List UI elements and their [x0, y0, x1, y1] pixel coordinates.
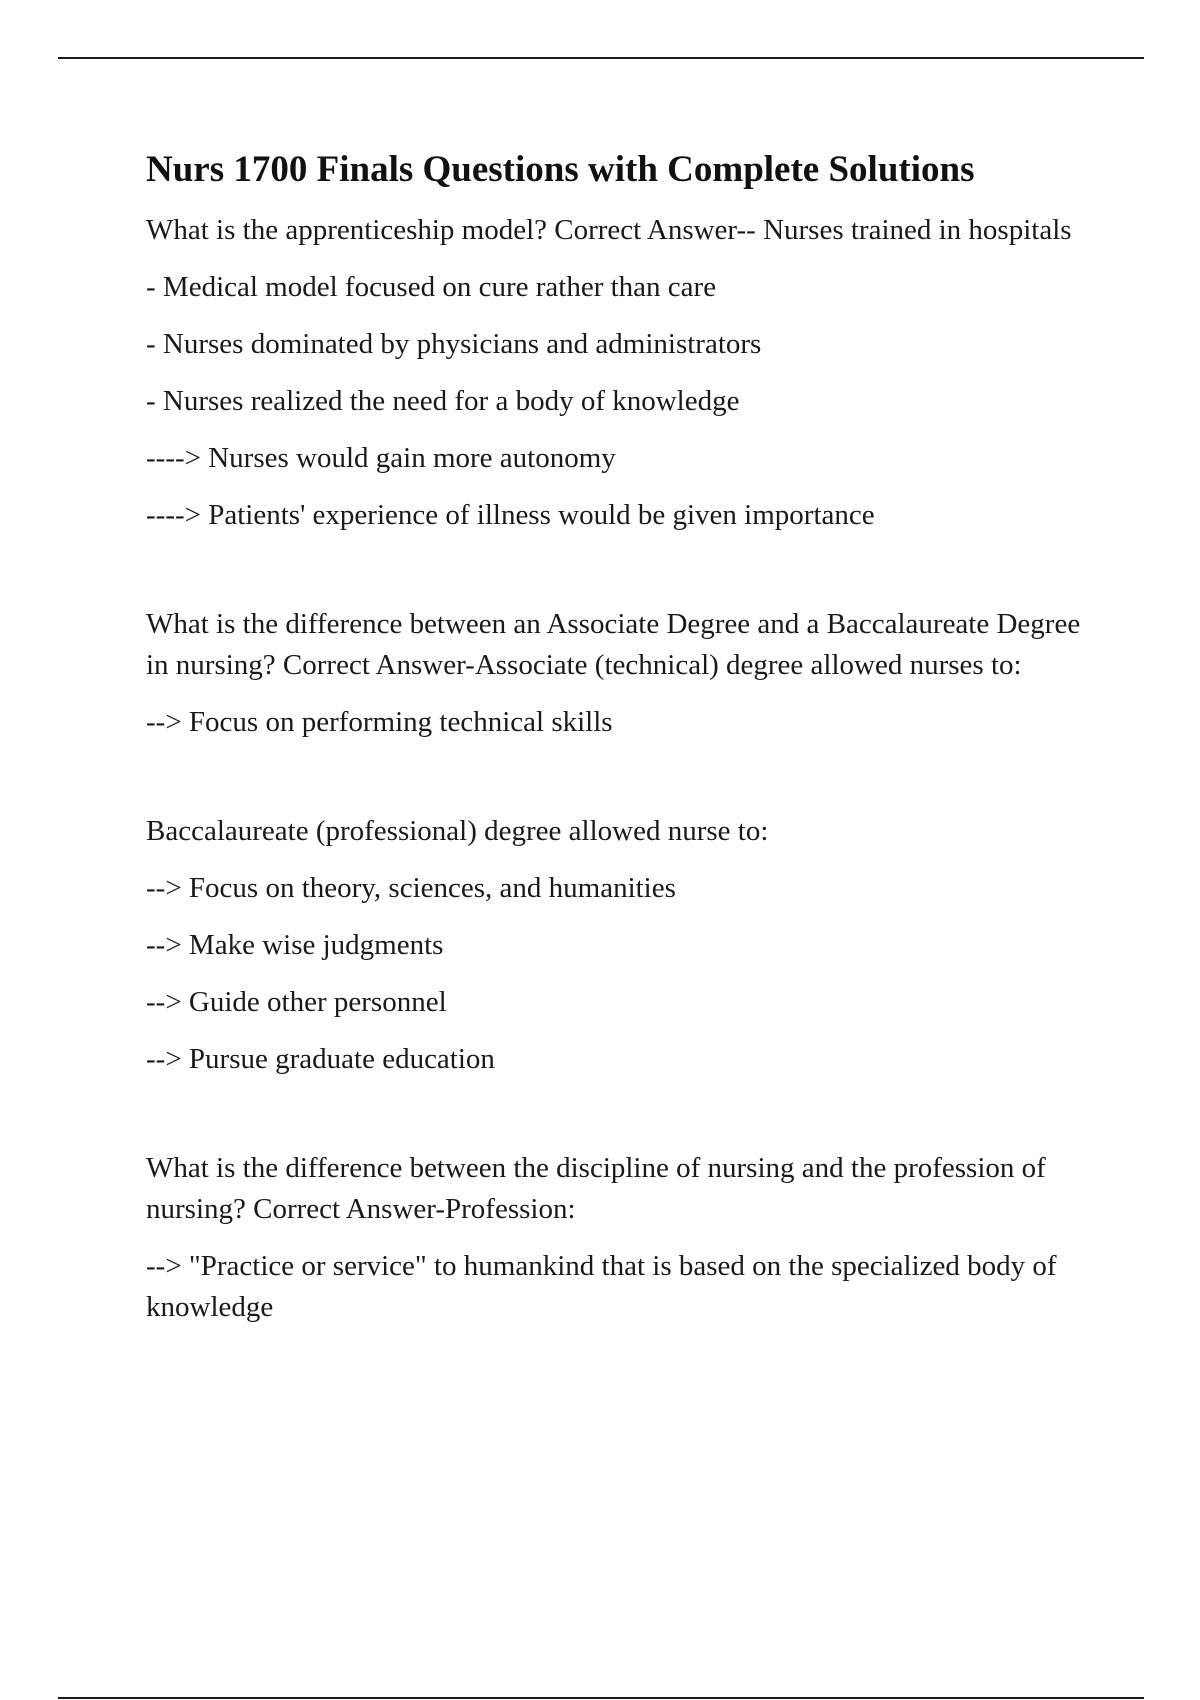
answer-line: --> Focus on theory, sciences, and humanities — [146, 872, 676, 904]
qa-block-degrees — [146, 604, 1106, 743]
answer-line: - Medical model focused on cure rather than care — [146, 271, 717, 303]
footer-rule — [58, 1697, 1144, 1699]
question-text: What is the apprenticeship model? Correct Answer-- Nurses trained in hospitals — [146, 214, 1072, 246]
document-title: Nurs 1700 Finals Questions with Complete Solutions — [146, 149, 975, 190]
qa-block-apprenticeship — [146, 210, 1106, 536]
question-text: What is the difference between the discipline of nursing and the profession of nursing? Correct Answer-Profession: — [146, 1152, 1046, 1225]
answer-line: - Nurses realized the need for a body of knowledge — [146, 385, 740, 417]
answer-line: ----> Patients' experience of illness would be given importance — [146, 499, 875, 531]
qa-block-baccalaureate — [146, 811, 1106, 1080]
document-body — [146, 142, 1106, 1344]
spacer — [146, 1096, 1106, 1148]
answer-line: --> Make wise judgments — [146, 929, 444, 961]
question-text: What is the difference between an Associate Degree and a Baccalaureate Degree in nursing? Correct Answer-Associate (technical) degree allowed nurses to: — [146, 608, 1081, 681]
answer-line: --> "Practice or service" to humankind that is based on the specialized body of knowledge — [146, 1250, 1057, 1323]
spacer — [146, 759, 1106, 811]
qa-block-discipline — [146, 1148, 1106, 1328]
header-rule — [58, 57, 1144, 59]
answer-line: ----> Nurses would gain more autonomy — [146, 442, 616, 474]
answer-line: --> Focus on performing technical skills — [146, 706, 613, 738]
spacer — [146, 552, 1106, 604]
answer-line: - Nurses dominated by physicians and administrators — [146, 328, 762, 360]
answer-line: --> Guide other personnel — [146, 986, 447, 1018]
answer-line: --> Pursue graduate education — [146, 1043, 495, 1075]
answer-line: Baccalaureate (professional) degree allowed nurse to: — [146, 815, 769, 847]
